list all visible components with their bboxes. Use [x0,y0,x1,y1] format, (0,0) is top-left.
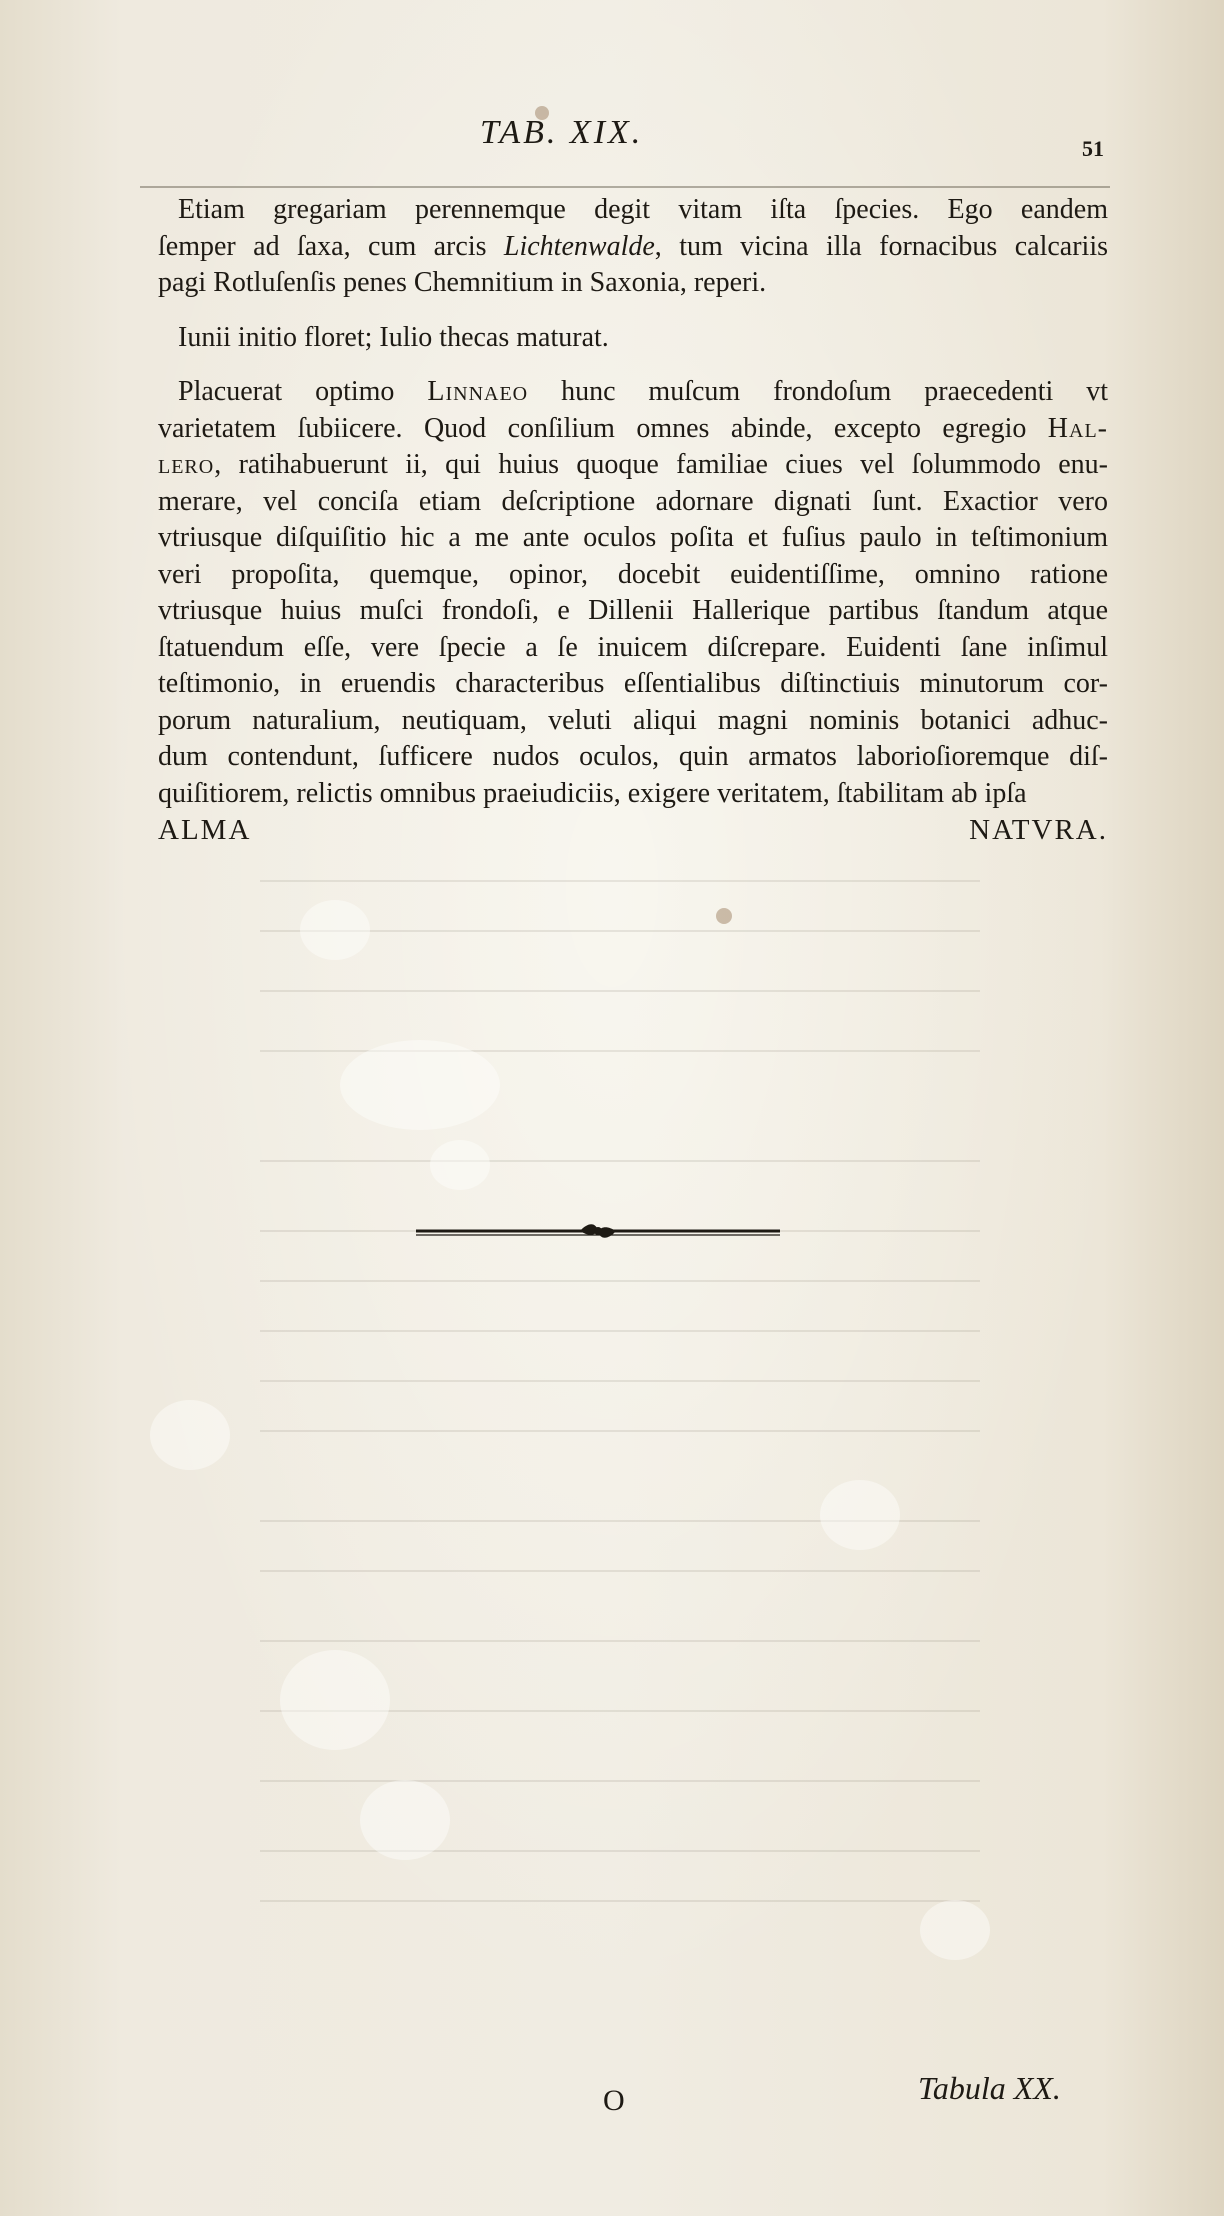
small-caps-name: lero [158,449,215,480]
ink-stain [716,908,732,924]
signature-mark: O [603,2084,625,2117]
text-line: ſtatuendum eſſe, vere ſpecie a ſe inuicem diſcrepare. Euidenti ſane inſimul [158,631,1108,663]
text-line: pagi Rotluſenſis penes Chemnitium in Saxonia, reperi. [158,267,767,298]
text-line: quiſitiorem, relictis omnibus praeiudiciis, exigere veritatem, ſtabilitam ab ipſa [158,777,1027,809]
text-line: merare, vel conciſa etiam deſcriptione adornare dignati ſunt. Exactior vero [158,485,1108,517]
text-line: porum naturalium, neutiquam, veluti aliqui magni nominis botanici adhuc- [158,704,1108,736]
text-line: Placuerat optimo Linnaeo hunc muſcum frondoſum praecedenti vt [178,376,1108,407]
foxing-spot [920,1900,990,1960]
small-caps-name: Hal- [1047,412,1108,444]
text-line: Iunii initio floret; Iulio thecas maturat. [178,321,609,353]
text-line: teſtimonio, in eruendis characteribus eſſentialibus diſtinctiuis minutorum cor- [158,668,1108,699]
text-line: dum contendunt, ſufficere nudos oculos, quin armatos laborioſioremque diſ- [158,741,1108,772]
page-number: 51 [1082,136,1104,161]
paragraph-gap [158,302,1108,320]
foxing-spot [430,1140,490,1190]
foxing-spot [820,1480,900,1550]
header-rule [140,186,1110,188]
body-text [158,192,1108,849]
foxing-spot [300,900,370,960]
text-line: ſemper ad ſaxa, cum arcis Lichtenwalde, tum vicina illa fornacibus calcariis [158,230,1108,262]
text-line: lero, ratihabuerunt ii, qui huius quoque familiae ciues vel ſolummodo enu- [158,449,1108,480]
plate-heading: TAB. XIX. [480,114,644,151]
text-line: varietatem ſubiicere. Quod conſilium omnes abinde, excepto egregio Hal- [158,412,1108,444]
ornamental-rule [412,1220,784,1242]
foxing-spot [150,1400,230,1470]
paragraph [158,192,1108,302]
foxing-spot [340,1040,500,1130]
text-line: Etiam gregariam perennemque degit vitam iſta ſpecies. Ego eandem [178,194,1108,225]
closing-line: ALMA NATVRA. [158,814,1108,846]
text-line: vtriusque huius muſci frondoſi, e Dillenii Hallerique partibus ſtandum atque [158,595,1108,626]
paragraph [158,320,1108,357]
foxing-spot [280,1650,390,1750]
catchword: Tabula XX. [918,2070,1061,2106]
text-line: veri propoſita, quemque, opinor, docebit euidentiſſime, omnino ratione [158,558,1108,590]
foxing-spot [360,1780,450,1860]
small-caps-name: Linnaeo [427,376,529,407]
paragraph [158,374,1108,849]
text-line: vtriusque diſquiſitio hic a me ante oculos poſita et fuſius paulo in teſtimonium [158,522,1108,553]
paragraph-gap [158,356,1108,374]
italic-place-name: Lichtenwalde [503,230,655,262]
